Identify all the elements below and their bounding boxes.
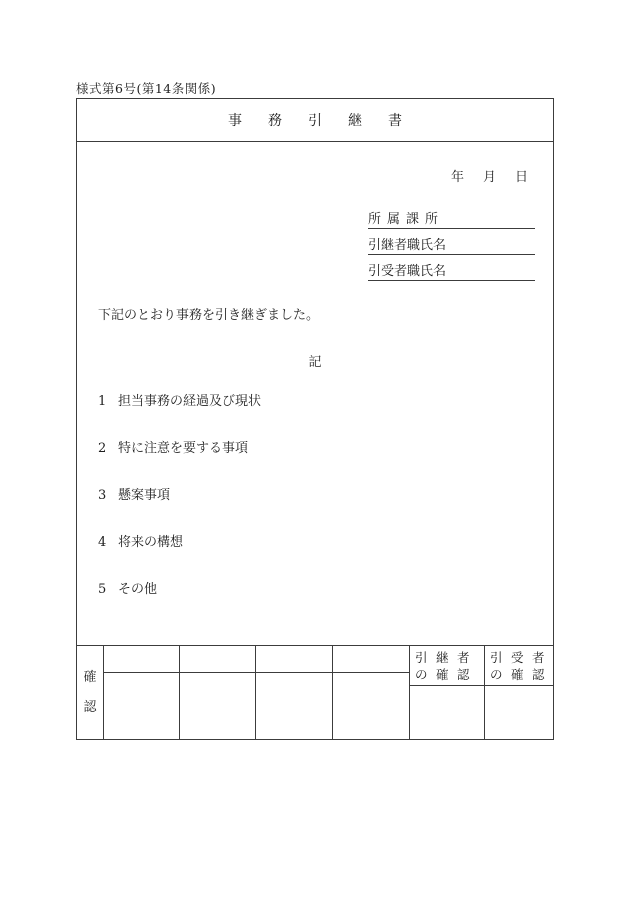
- item-text: 懸案事項: [118, 488, 171, 503]
- list-item: [98, 395, 261, 409]
- confirmation-table: [77, 645, 553, 740]
- receiver-confirm-line1: 引受者: [490, 650, 554, 665]
- handover-items-list: [98, 395, 261, 597]
- field-receiver-person-label: 引受者職氏名: [368, 264, 447, 279]
- table-vline: [255, 646, 256, 740]
- date-line: 年月日: [451, 170, 548, 185]
- field-affiliation: [368, 203, 535, 229]
- field-affiliation-label: 所属課所: [368, 212, 445, 227]
- table-hline-right: [409, 685, 553, 686]
- table-vline: [103, 646, 104, 740]
- list-item: [98, 536, 261, 550]
- document-title: 事務引継書: [228, 113, 428, 129]
- handover-confirm-header: [409, 646, 483, 685]
- receiver-confirm-line2: の確認: [490, 667, 554, 682]
- intro-sentence: 下記のとおり事務を引き継ぎました。: [98, 308, 320, 323]
- note-heading: 記: [308, 355, 322, 370]
- item-number: 4: [98, 535, 107, 550]
- handover-confirm-line2: の確認: [415, 667, 479, 682]
- item-number: 1: [98, 394, 107, 409]
- item-number: 5: [98, 582, 107, 597]
- field-receiver-person: [368, 255, 535, 281]
- table-vline: [332, 646, 333, 740]
- item-text: その他: [118, 582, 158, 597]
- item-number: 2: [98, 441, 107, 456]
- form-number-label: 様式第6号(第14条関係): [76, 81, 217, 96]
- field-handover-person: [368, 229, 535, 255]
- item-text: 特に注意を要する事項: [118, 441, 249, 456]
- table-vline: [179, 646, 180, 740]
- handover-confirm-line1: 引継者: [415, 650, 479, 665]
- item-text: 担当事務の経過及び現状: [118, 394, 262, 409]
- item-text: 将来の構想: [118, 535, 184, 550]
- list-item: [98, 583, 261, 597]
- signature-fields: [368, 203, 535, 281]
- table-hline-middle: [103, 672, 409, 673]
- field-handover-person-label: 引継者職氏名: [368, 238, 447, 253]
- title-row: [77, 99, 553, 142]
- receiver-confirm-header: [484, 646, 553, 685]
- item-number: 3: [98, 488, 107, 503]
- list-item: [98, 489, 261, 503]
- list-item: [98, 442, 261, 456]
- form-border-box: [76, 98, 554, 740]
- confirm-row-label: 確認: [83, 670, 97, 715]
